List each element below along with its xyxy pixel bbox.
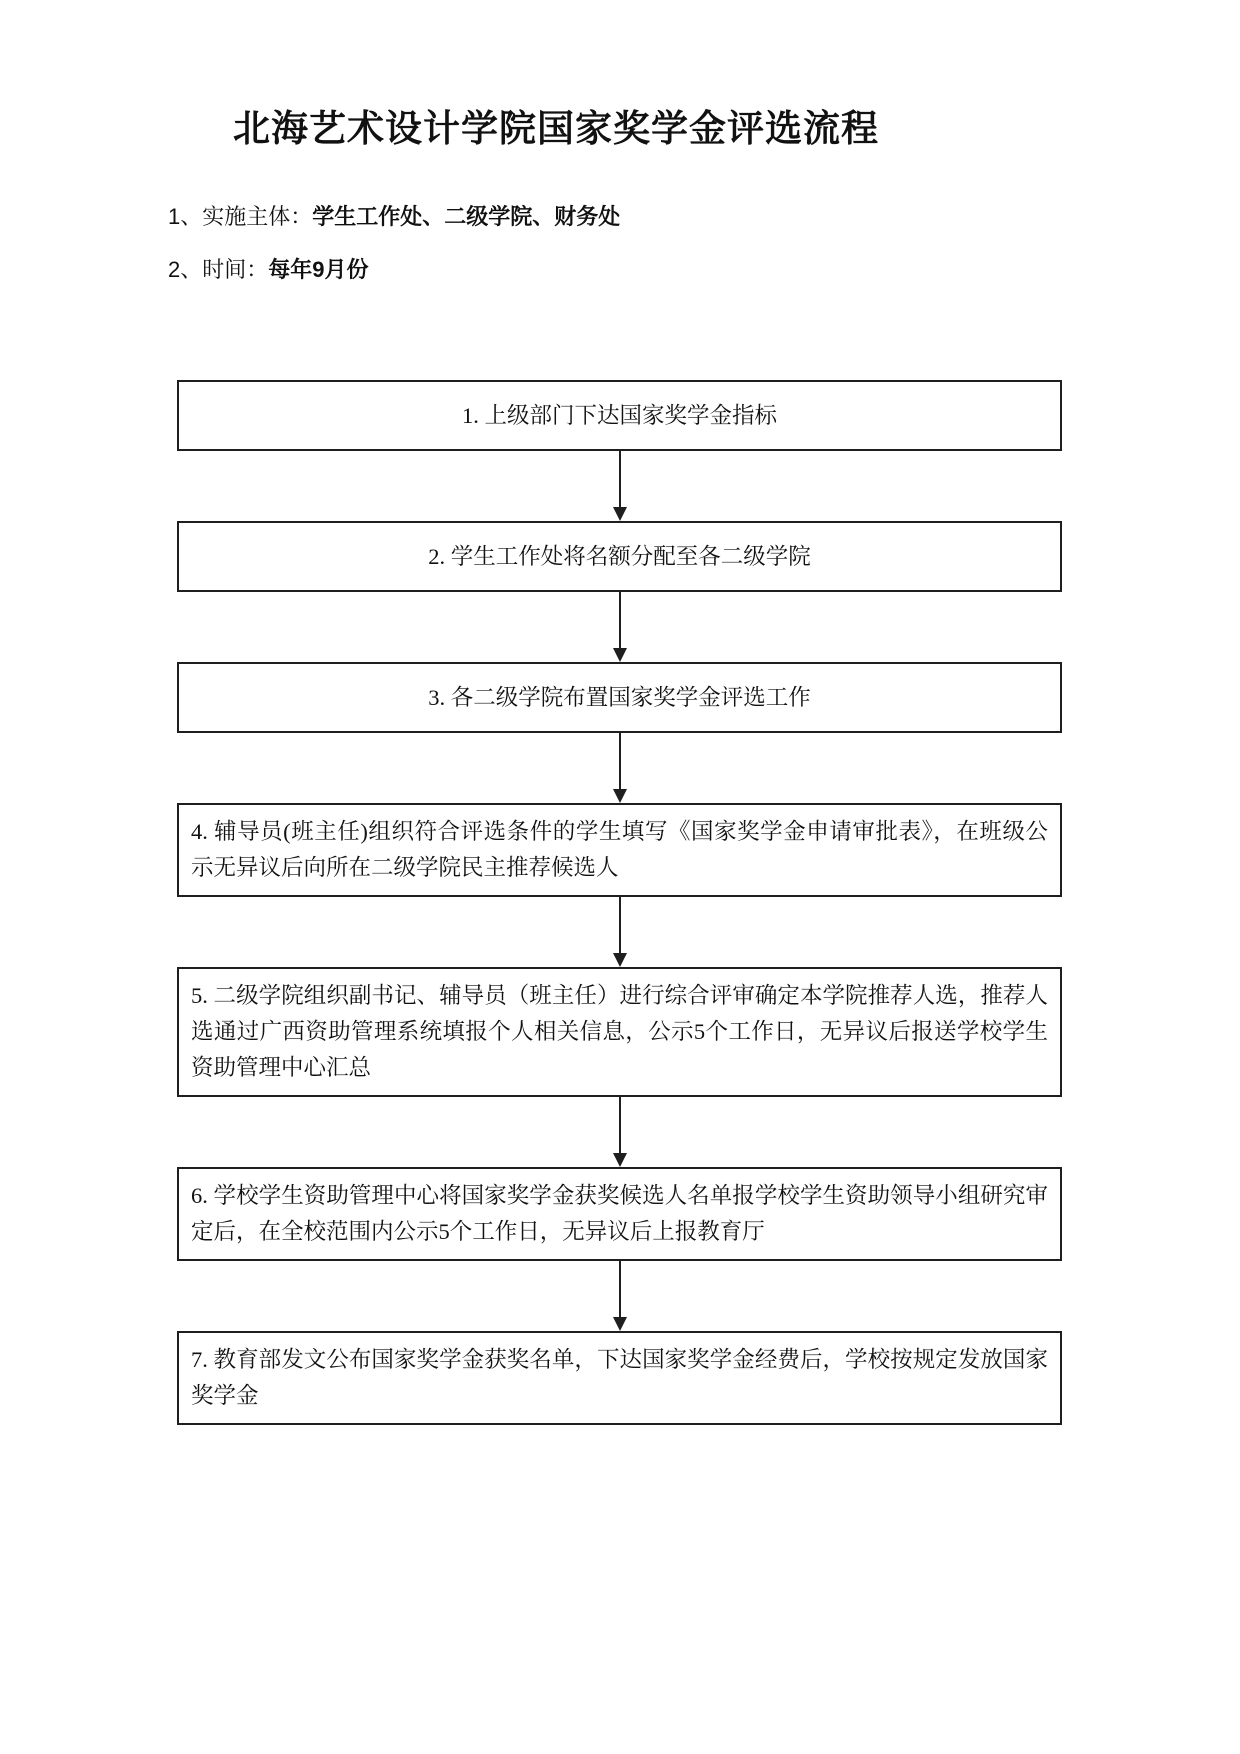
down-arrow-2	[177, 592, 1062, 662]
flow-step-5	[177, 967, 1062, 1097]
down-arrow-head-icon	[613, 953, 627, 967]
intro-line-time-label: 2、时间：	[168, 257, 269, 282]
flow-step-4-text: 4. 辅导员(班主任)组织符合评选条件的学生填写《国家奖学金申请审批表》，在班级公示无异议后向所在二级学院民主推荐候选人	[191, 819, 1048, 880]
down-arrow-head-icon	[613, 648, 627, 662]
down-arrow-line	[619, 451, 621, 507]
down-arrow-line	[619, 897, 621, 953]
down-arrow-5	[177, 1097, 1062, 1167]
intro-line-time-value: 每年9月份	[268, 257, 369, 282]
down-arrow-head-icon	[613, 1153, 627, 1167]
flow-step-1	[177, 380, 1062, 451]
intro-line-subject-label: 1、实施主体：	[168, 204, 313, 229]
down-arrow-line	[619, 1261, 621, 1317]
down-arrow-line	[619, 733, 621, 789]
intro-line-time	[168, 253, 1072, 287]
title-rest: 艺术设计学院国家奖学金评选流程	[309, 108, 879, 149]
down-arrow-3	[177, 733, 1062, 803]
flow-step-4	[177, 803, 1062, 897]
down-arrow-line	[619, 592, 621, 648]
down-arrow-head-icon	[613, 1317, 627, 1331]
down-arrow-6	[177, 1261, 1062, 1331]
flow-step-3	[177, 662, 1062, 733]
flow-step-7-text: 7. 教育部发文公布国家奖学金获奖名单，下达国家奖学金经费后，学校按规定发放国家奖学金	[191, 1347, 1048, 1408]
flow-step-2-text: 2. 学生工作处将名额分配至各二级学院	[428, 543, 811, 569]
flow-step-2	[177, 521, 1062, 592]
intro-section	[168, 200, 1072, 306]
down-arrow-head-icon	[613, 507, 627, 521]
flow-step-7	[177, 1331, 1062, 1425]
flowchart	[177, 380, 1062, 1425]
down-arrow-line	[619, 1097, 621, 1153]
down-arrow-4	[177, 897, 1062, 967]
flow-step-6-text: 6. 学校学生资助管理中心将国家奖学金获奖候选人名单报学校学生资助领导小组研究审定后，在全校范围内公示5个工作日，无异议后上报教育厅	[191, 1183, 1048, 1244]
intro-line-subject-value: 学生工作处、二级学院、财务处	[312, 204, 621, 229]
down-arrow-head-icon	[613, 789, 627, 803]
title-prefix: 北海	[233, 108, 309, 149]
flow-step-5-text: 5. 二级学院组织副书记、辅导员（班主任）进行综合评审确定本学院推荐人选，推荐人选通过广西资助管理系统填报个人相关信息，公示5个工作日，无异议后报送学校学生资助管理中心汇总	[191, 983, 1048, 1080]
flow-step-1-text: 1. 上级部门下达国家奖学金指标	[461, 402, 777, 428]
flow-step-3-text: 3. 各二级学院布置国家奖学金评选工作	[428, 684, 811, 710]
page-title	[0, 98, 1240, 152]
flow-step-6	[177, 1167, 1062, 1261]
intro-line-subject	[168, 200, 1072, 234]
down-arrow-1	[177, 451, 1062, 521]
